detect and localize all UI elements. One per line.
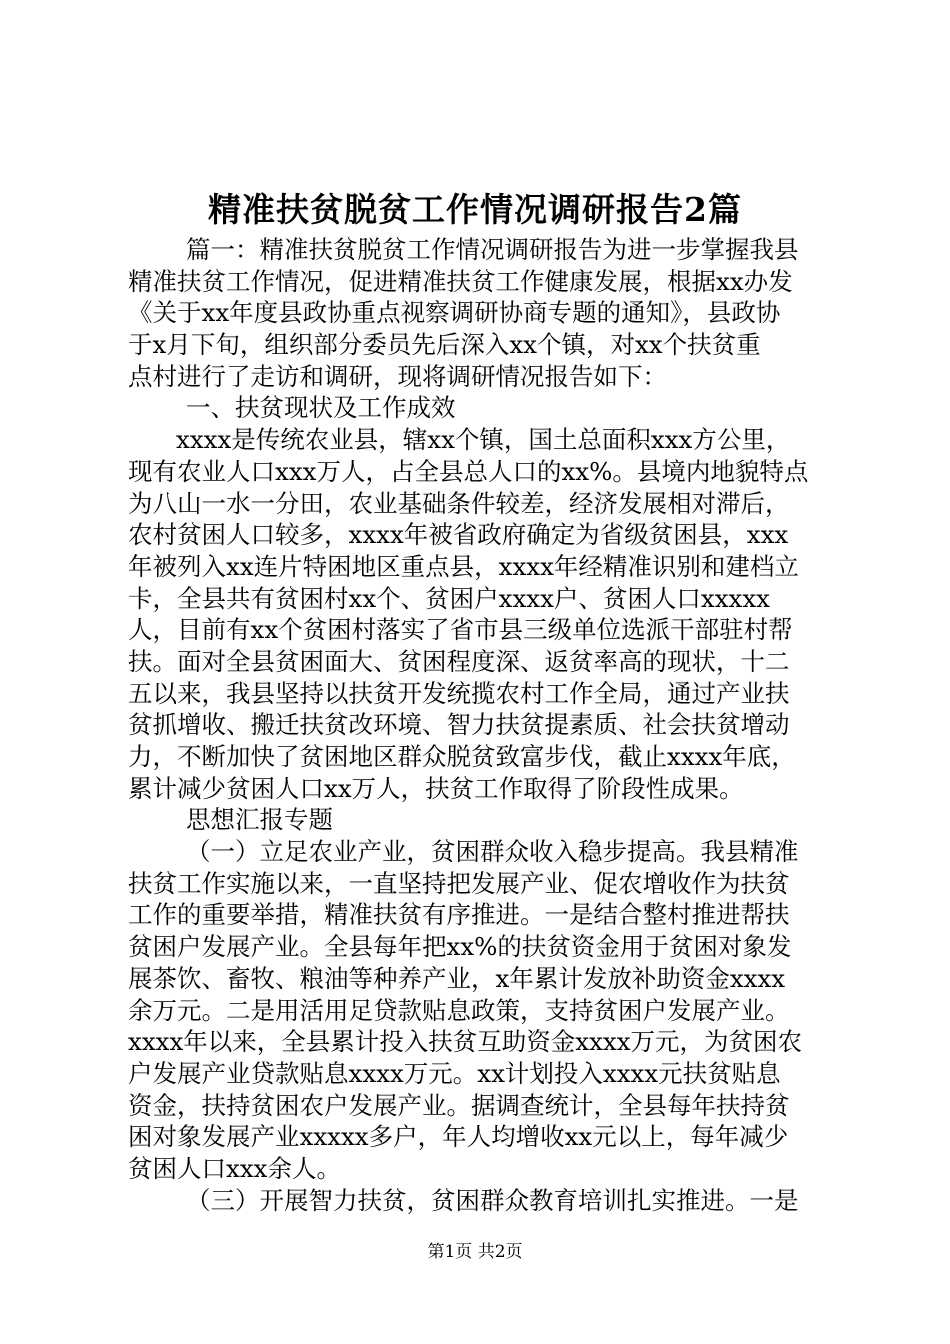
paragraph-line: 展茶饮、畜牧、粮油等种养产业，x年累计发放补助资金xxxx	[128, 963, 786, 993]
paragraph-line: 资金，扶持贫困农户发展产业。据调查统计，全县每年扶持贫	[128, 1090, 790, 1120]
paragraph-line: 困对象发展产业xxxxx多户，年人均增收xx元以上，每年减少	[128, 1122, 789, 1152]
document-body	[128, 234, 832, 1216]
paragraph-line: 农村贫困人口较多，xxxx年被省政府确定为省级贫困县，xxx	[128, 520, 789, 550]
paragraph-line: 贫抓增收、搬迁扶贫改环境、智力扶贫提素质、社会扶贫增动	[128, 710, 790, 740]
paragraph-line: 五以来，我县坚持以扶贫开发统揽农村工作全局，通过产业扶	[128, 678, 790, 708]
paragraph-line: 贫困人口xxx余人。	[128, 1153, 341, 1183]
document-title: 精准扶贫脱贫工作情况调研报告2篇	[208, 190, 742, 229]
paragraph-line: 扶贫工作实施以来，一直坚持把发展产业、促农增收作为扶贫	[128, 868, 790, 898]
paragraph-line: 为八山一水一分田，农业基础条件较差，经济发展相对滞后，	[128, 488, 790, 518]
paragraph-line: 卡，全县共有贫困村xx个、贫困户xxxx户、贫困人口xxxxx	[128, 583, 770, 613]
paragraph-line: 累计减少贫困人口xx万人，扶贫工作取得了阶段性成果。	[128, 773, 744, 803]
paragraph-line: 于x月下旬，组织部分委员先后深入xx个镇，对xx个扶贫重	[128, 330, 761, 360]
paragraph-line: （三）开展智力扶贫，贫困群众教育培训扎实推进。一是	[186, 1185, 799, 1215]
paragraph-line: 工作的重要举措，精准扶贫有序推进。一是结合整村推进帮扶	[128, 900, 790, 930]
paragraph-line: xxxx年以来，全县累计投入扶贫互助资金xxxx万元，为贫困农	[128, 1027, 803, 1057]
paragraph-line: 点村进行了走访和调研，现将调研情况报告如下：	[128, 361, 667, 391]
paragraph-line: 扶。面对全县贫困面大、贫困程度深、返贫率高的现状，十二	[128, 646, 790, 676]
paragraph-line: 现有农业人口xxx万人，占全县总人口的xx%。县境内地貌特点	[128, 456, 809, 486]
paragraph-line: 精准扶贫工作情况，促进精准扶贫工作健康发展，根据xx办发	[128, 266, 793, 296]
paragraph-line: 篇一：精准扶贫脱贫工作情况调研报告为进一步掌握我县	[186, 235, 799, 264]
paragraph-line: 《关于xx年度县政协重点视察调研协商专题的通知》，县政协	[128, 298, 781, 328]
paragraph-line: xxxx是传统农业县，辖xx个镇，国土总面积xxx方公里，	[176, 425, 791, 455]
paragraph-line: （一）立足农业产业，贫困群众收入稳步提高。我县精准	[186, 837, 799, 867]
section-heading: 思想汇报专题	[186, 805, 333, 835]
page-footer: 第1页 共2页	[427, 1242, 523, 1262]
paragraph-line: 余万元。二是用活用足贷款贴息政策，支持贫困户发展产业。	[128, 995, 790, 1025]
paragraph-line: 人，目前有xx个贫困村落实了省市县三级单位选派干部驻村帮	[128, 615, 793, 645]
section-heading: 一、扶贫现状及工作成效	[186, 393, 456, 423]
paragraph-line: 力，不断加快了贫困地区群众脱贫致富步伐，截止xxxx年底，	[128, 742, 796, 771]
paragraph-line: 贫困户发展产业。全县每年把xx%的扶贫资金用于贫困对象发	[128, 932, 792, 962]
paragraph-line: 户发展产业贷款贴息xxxx万元。xx计划投入xxxx元扶贫贴息	[128, 1058, 781, 1088]
paragraph-line: 年被列入xx连片特困地区重点县，xxxx年经精准识别和建档立	[128, 551, 799, 581]
